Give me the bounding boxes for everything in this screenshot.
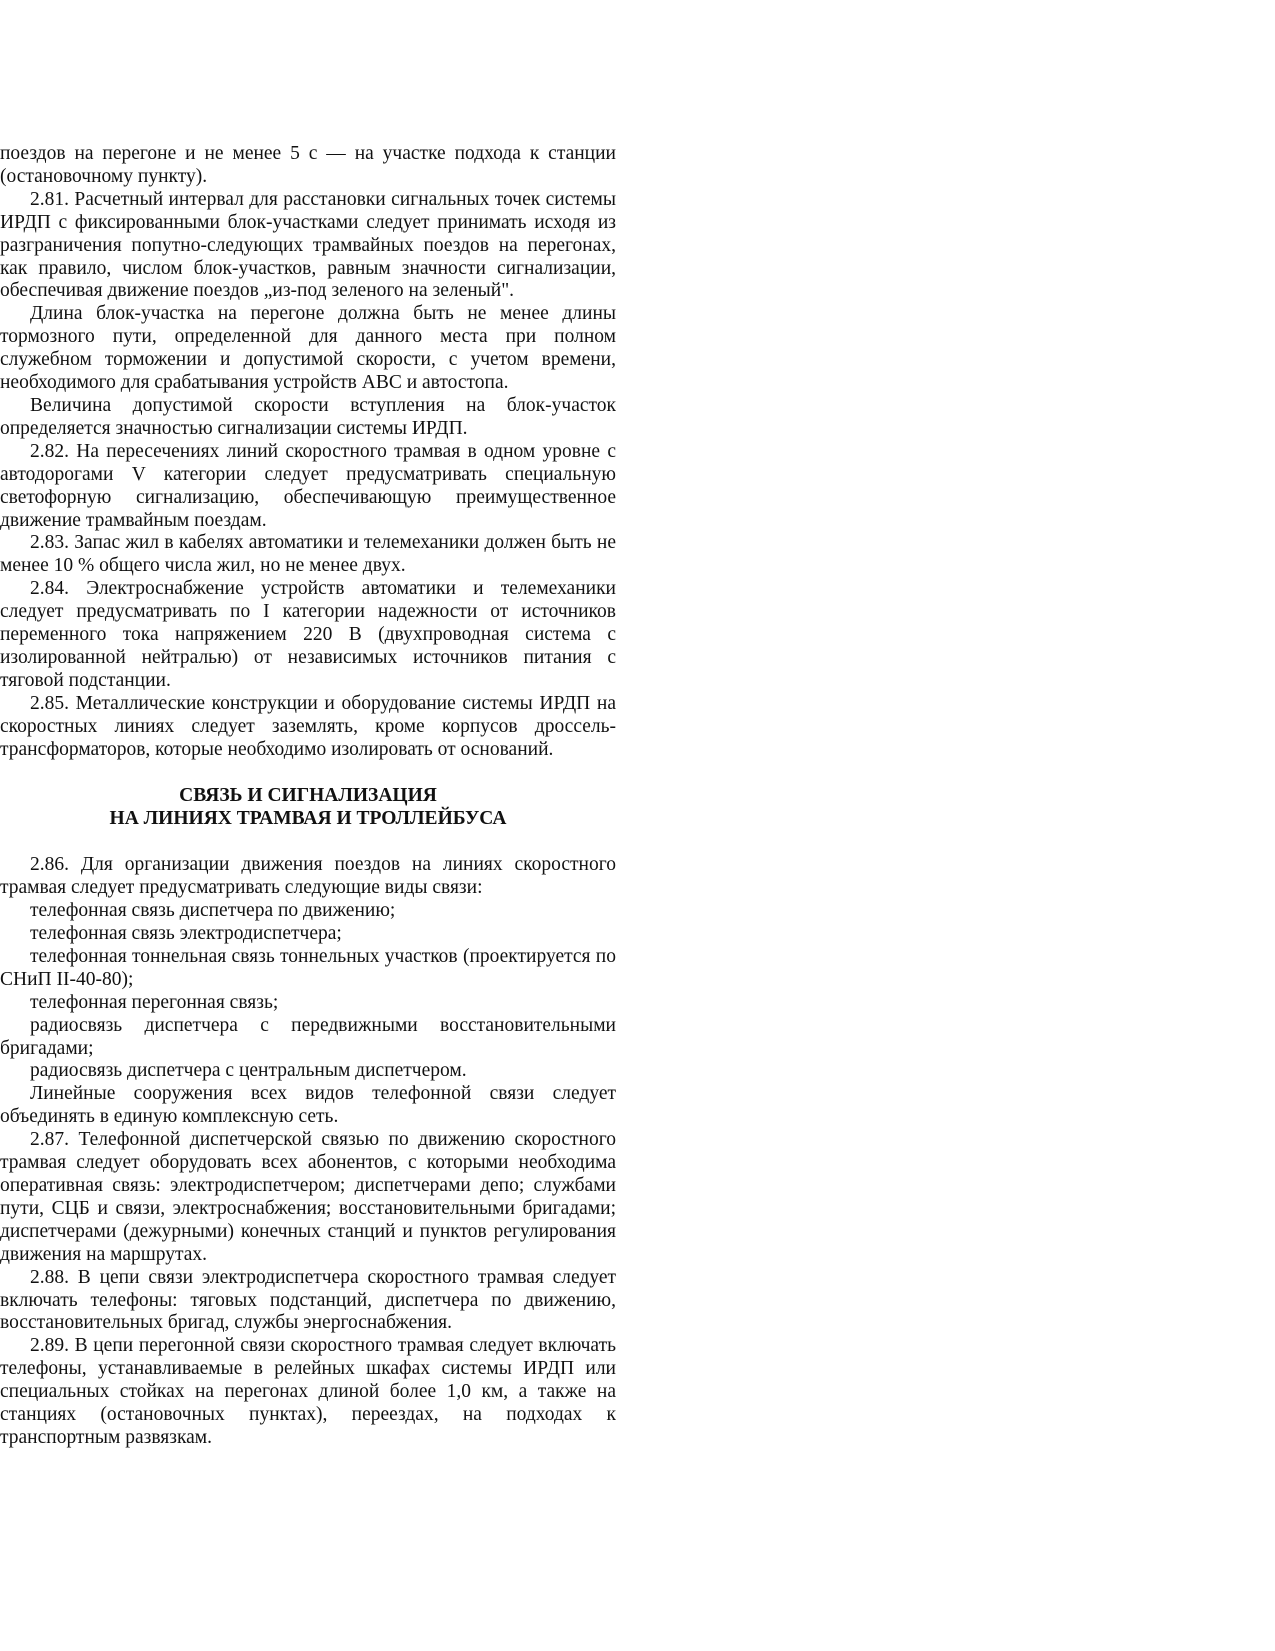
list-item-radio-central-dispatcher: радиосвязь диспетчера с центральным диспетчером.: [30, 1060, 467, 1082]
section-heading-line-1: СВЯЗЬ И СИГНАЛИЗАЦИЯ: [179, 785, 437, 807]
paragraph-block-length: Длина блок-участка на перегоне должна быть не менее длины тормозного пути, определенной для данного места при полном служебном торможении и допустимой скорости, с учетом времени, необходимого для срабатывания устройств АВС и автостопа.: [0, 303, 616, 394]
paragraph-continued: поездов на перегоне и не менее 5 с — на участке подхода к станции (остановочному пункту).: [0, 143, 616, 187]
list-item-electro-dispatcher-phone: телефонная связь электродиспетчера;: [30, 923, 342, 944]
section-heading: [0, 785, 616, 831]
paragraph-allowed-speed: Величина допустимой скорости вступления на блок-участок определяется значностью сигнализации системы ИРДП.: [0, 394, 616, 439]
paragraph-2-83: 2.83. Запас жил в кабелях автоматики и телемеханики должен быть не менее 10 % общего числа жил, но не менее двух.: [0, 532, 616, 577]
paragraph-2-85: 2.85. Металлические конструкции и оборудование системы ИРДП на скоростных линиях следует заземлять, кроме корпусов дроссель-трансформаторов, которые необходимо изолировать от оснований.: [0, 692, 616, 760]
list-item-tunnel-phone: телефонная тоннельная связь тоннельных участков (проектируется по СНиП II-40-80);: [0, 945, 616, 990]
paragraph-2-82: 2.82. На пересечениях линий скоростного трамвая в одном уровне с автодорогами V категории следует предусматривать специальную светофорную сигнализацию, обеспечивающую преимущественное движение трамвайным поездам.: [0, 440, 616, 531]
section-heading-line-2: НА ЛИНИЯХ ТРАМВАЯ И ТРОЛЛЕЙБУСА: [109, 808, 507, 830]
paragraph-2-88: 2.88. В цепи связи электродиспетчера скоростного трамвая следует включать телефоны: тяговых подстанций, диспетчера по движению, восстановительных бригад, службы энергоснабжения.: [0, 1266, 616, 1334]
document-page: [0, 143, 616, 1450]
paragraph-2-86: 2.86. Для организации движения поездов на линиях скоростного трамвая следует предусматривать следующие виды связи:: [0, 854, 616, 899]
list-item-dispatcher-phone: телефонная связь диспетчера по движению;: [30, 900, 396, 922]
paragraph-2-81: 2.81. Расчетный интервал для расстановки сигнальных точек системы ИРДП с фиксированными блок-участками следует принимать исходя из разграничения попутно-следующих трамвайных поездов на перегонах, как правило, числом блок-участков, равным значности сигнализации, обеспечивая движение поездов „из-под зеленого на зеленый".: [0, 188, 616, 302]
list-item-radio-mobile-crews: радиосвязь диспетчера с передвижными восстановительными бригадами;: [0, 1014, 616, 1059]
list-item-haul-phone: телефонная перегонная связь;: [30, 991, 279, 1013]
paragraph-2-84: 2.84. Электроснабжение устройств автоматики и телемеханики следует предусматривать по I категории надежности от источников переменного тока напряжением 220 В (двухпроводная система с изолированной нейтралью) от независимых источников питания с тяговой подстанции.: [0, 578, 616, 691]
paragraph-2-87: 2.87. Телефонной диспетчерской связью по движению скоростного трамвая следует оборудовать всех абонентов, с которыми необходима оперативная связь: электродиспетчером; диспетчерами депо; службами пути, СЦБ и связи, электроснабжения; восстановительными бригадами; диспетчерами (дежурными) конечных станций и пунктов регулирования движения на маршрутах.: [0, 1129, 616, 1265]
paragraph-linear-structures: Линейные сооружения всех видов телефонной связи следует объединять в единую комплексную сеть.: [0, 1083, 616, 1128]
paragraph-2-89: 2.89. В цепи перегонной связи скоростного трамвая следует включать телефоны, устанавливаемые в релейных шкафах системы ИРДП или специальных стойках на перегонах длиной более 1,0 км, а также на станциях (остановочных пунктах), переездах, на подходах к транспортным развязкам.: [0, 1335, 616, 1448]
